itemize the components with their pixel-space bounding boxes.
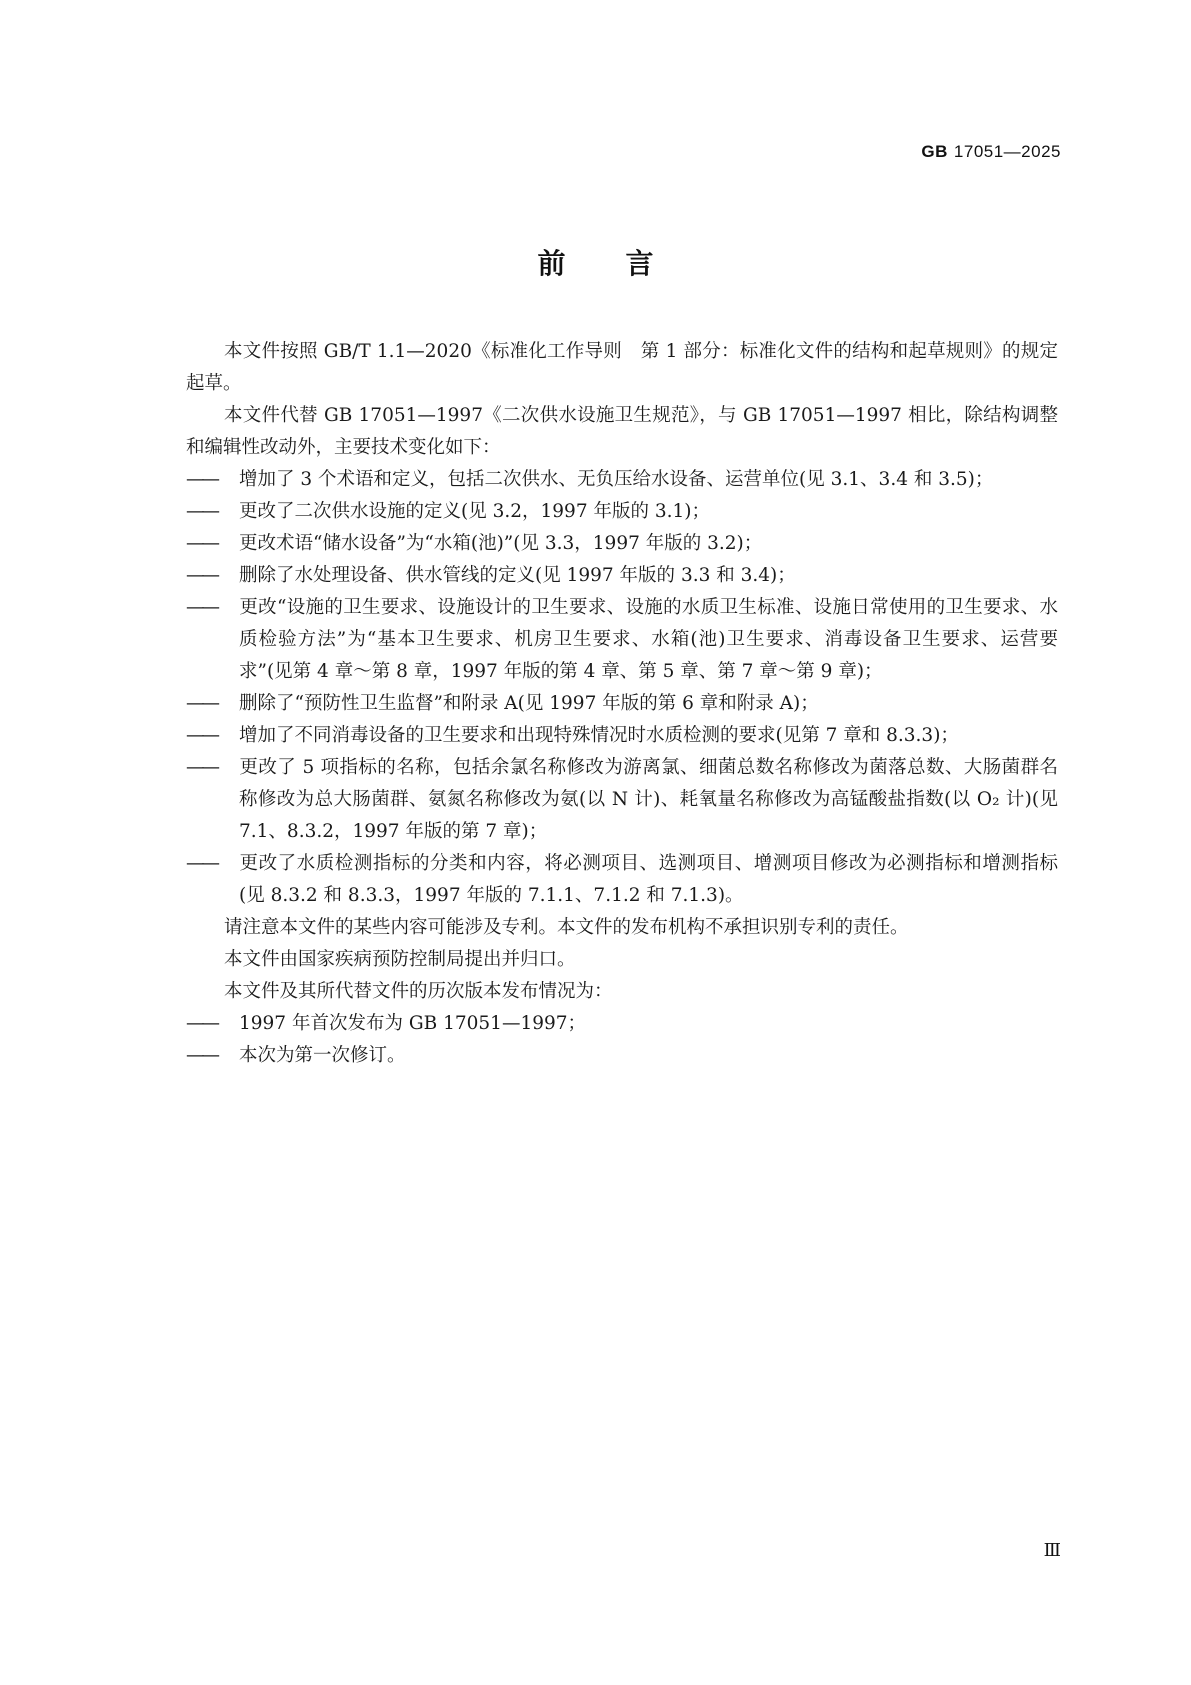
dash-mark: —— xyxy=(186,565,217,586)
page-title: 前言 xyxy=(537,247,714,280)
dash-mark: —— xyxy=(186,1045,217,1066)
paragraph-replacement: 本文件代替 GB 17051—1997《二次供水设施卫生规范》，与 GB 17051—1997 相比，除结构调整和编辑性改动外，主要技术变化如下： xyxy=(186,405,1058,458)
standard-code: 17051—2025 xyxy=(953,142,1061,161)
dash-mark: —— xyxy=(186,501,217,522)
change-text: 增加了 3 个术语和定义，包括二次供水、无负压给水设备、运营单位(见 3.1、3.4 和 3.5)； xyxy=(239,469,994,490)
change-item-2 xyxy=(186,496,1058,528)
change-item-7 xyxy=(186,720,1058,752)
change-item-4 xyxy=(186,560,1058,592)
dash-mark: —— xyxy=(186,725,217,746)
change-text: 删除了水处理设备、供水管线的定义(见 1997 年版的 3.3 和 3.4)； xyxy=(239,565,796,586)
paragraph-patent-note: 请注意本文件的某些内容可能涉及专利。本文件的发布机构不承担识别专利的责任。 xyxy=(224,917,909,938)
history-item-2 xyxy=(186,1040,1058,1072)
dash-mark: —— xyxy=(186,469,217,490)
dash-mark: —— xyxy=(186,1013,217,1034)
change-item-1 xyxy=(186,464,1058,496)
standard-number xyxy=(921,142,1061,162)
change-text: 增加了不同消毒设备的卫生要求和出现特殊情况时水质检测的要求(见第 7 章和 8.3.3)； xyxy=(239,725,959,746)
dash-mark: —— xyxy=(186,533,217,554)
change-item-8 xyxy=(186,752,1058,848)
paragraph-history-intro: 本文件及其所代替文件的历次版本发布情况为： xyxy=(224,981,613,1002)
standard-prefix: GB xyxy=(921,142,948,161)
change-item-6 xyxy=(186,688,1058,720)
dash-mark: —— xyxy=(186,597,217,618)
history-item-1 xyxy=(186,1008,1058,1040)
change-text: 更改了水质检测指标的分类和内容，将必测项目、选测项目、增测项目修改为必测指标和增测指标(见 8.3.2 和 8.3.3，1997 年版的 7.1.1、7.1.2 和 7.1.3)。 xyxy=(239,853,1058,906)
foreword-body xyxy=(186,336,1058,1072)
paragraph-proposer: 本文件由国家疾病预防控制局提出并归口。 xyxy=(224,949,576,970)
change-text: 删除了“预防性卫生监督”和附录 A(见 1997 年版的第 6 章和附录 A)； xyxy=(239,693,819,714)
change-item-5 xyxy=(186,592,1058,688)
dash-mark: —— xyxy=(186,693,217,714)
history-text: 1997 年首次发布为 GB 17051—1997； xyxy=(239,1013,587,1034)
history-text: 本次为第一次修订。 xyxy=(239,1045,406,1066)
page-number: Ⅲ xyxy=(1043,1540,1061,1561)
dash-mark: —— xyxy=(186,853,217,874)
dash-mark: —— xyxy=(186,757,217,778)
change-item-3 xyxy=(186,528,1058,560)
paragraph-drafting-rules: 本文件按照 GB/T 1.1—2020《标准化工作导则 第 1 部分：标准化文件的结构和起草规则》的规定起草。 xyxy=(186,341,1058,394)
change-text: 更改“设施的卫生要求、设施设计的卫生要求、设施的水质卫生标准、设施日常使用的卫生要求、水质检验方法”为“基本卫生要求、机房卫生要求、水箱(池)卫生要求、消毒设备卫生要求、运营要求”(见第 4 章～第 8 章，1997 年版的第 4 章、第 5 章、第 7 章～第 9 章)； xyxy=(239,597,1058,682)
change-text: 更改了 5 项指标的名称，包括余氯名称修改为游离氯、细菌总数名称修改为菌落总数、大肠菌群名称修改为总大肠菌群、氨氮名称修改为氨(以 N 计)、耗氧量名称修改为高锰酸盐指数(以 O₂ 计)(见 7.1、8.3.2，1997 年版的第 7 章)； xyxy=(239,757,1058,842)
change-text: 更改了二次供水设施的定义(见 3.2，1997 年版的 3.1)； xyxy=(239,501,711,522)
change-item-9 xyxy=(186,848,1058,912)
change-text: 更改术语“储水设备”为“水箱(池)”(见 3.3，1997 年版的 3.2)； xyxy=(239,533,763,554)
